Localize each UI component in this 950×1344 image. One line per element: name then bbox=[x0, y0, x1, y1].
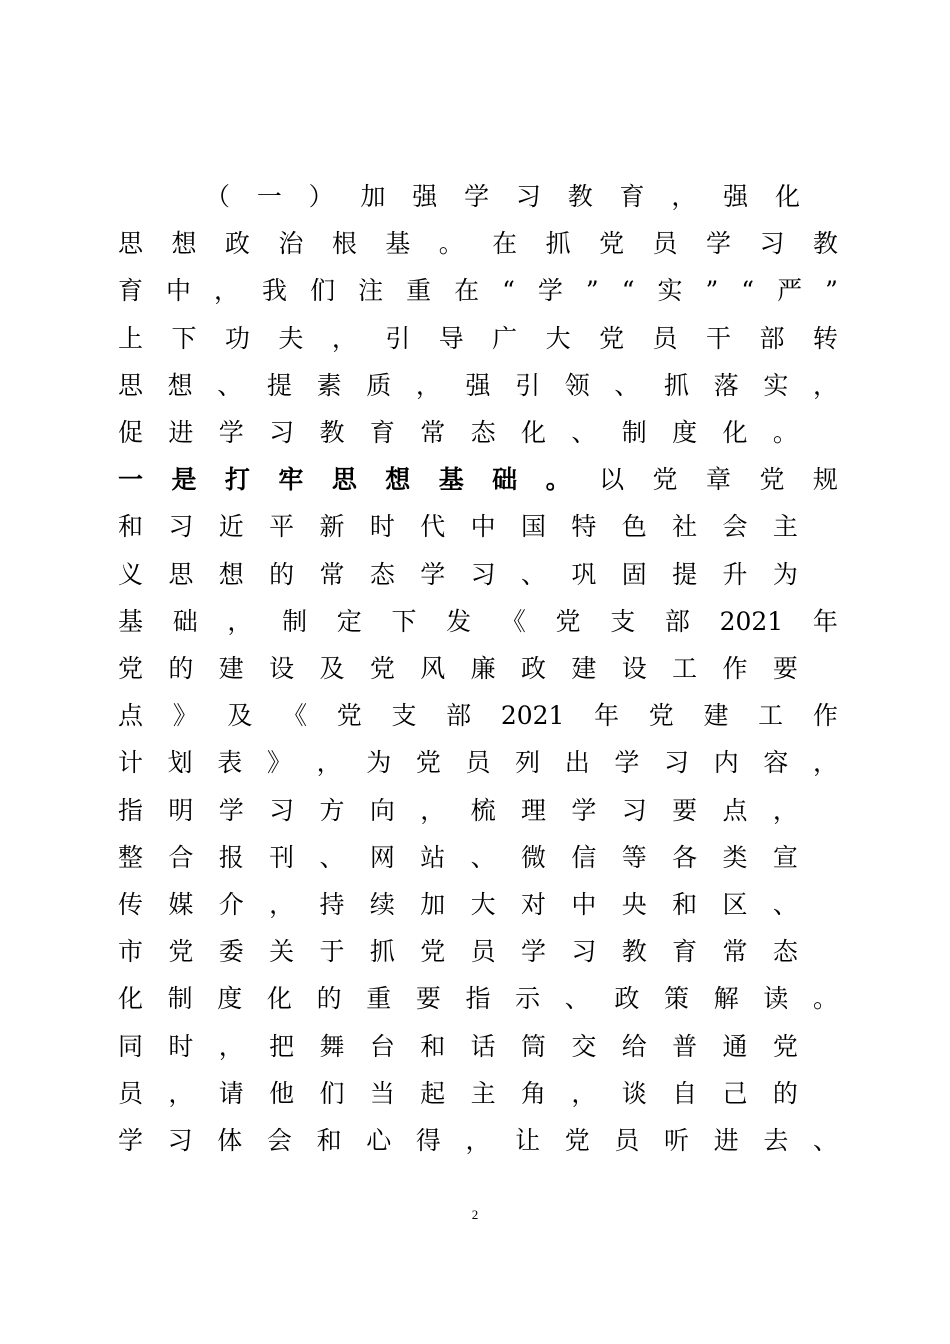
text-line: 计 划 表 》 ， 为 党 员 列 出 学 习 内 容 ， bbox=[118, 748, 838, 778]
text-line: 义 思 想 的 常 态 学 习 、 巩 固 提 升 为 bbox=[118, 559, 798, 589]
text-line: 同 时 ， 把 舞 台 和 话 筒 交 给 普 通 党 bbox=[118, 1031, 798, 1061]
text-line: 上 下 功 夫 ， 引 导 广 大 党 员 干 部 转 bbox=[118, 323, 838, 353]
text-line: （ 一 ） 加 强 学 习 教 育 ， 强 化 bbox=[205, 182, 800, 211]
text-line: 学 习 体 会 和 心 得 ， 让 党 员 听 进 去 、 bbox=[118, 1126, 838, 1155]
text-line: 和 习 近 平 新 时 代 中 国 特 色 社 会 主 bbox=[118, 512, 798, 542]
text-line: 指 明 学 习 方 向 ， 梳 理 学 习 要 点 ， bbox=[118, 795, 798, 825]
text-line: 员 ， 请 他 们 当 起 主 角 ， 谈 自 己 的 bbox=[118, 1078, 798, 1108]
text-line: 整 合 报 刊 、 网 站 、 微 信 等 各 类 宣 bbox=[118, 842, 798, 872]
text-line: 传 媒 介 ， 持 续 加 大 对 中 央 和 区 、 bbox=[118, 890, 798, 919]
page-number: 2 bbox=[471, 1207, 479, 1222]
text-line: 基 础 ， 制 定 下 发 《 党 支 部 2021 年 bbox=[118, 606, 838, 636]
text-line: 化 制 度 化 的 重 要 指 示 、 政 策 解 读 。 bbox=[118, 984, 838, 1014]
text-line: 一 是 打 牢 思 想 基 础 。 以 党 章 党 规 bbox=[118, 465, 838, 495]
text-line: 点 》 及 《 党 支 部 2021 年 党 建 工 作 bbox=[118, 701, 838, 731]
text-line: 思 想 、 提 素 质 ， 强 引 领 、 抓 落 实 ， bbox=[118, 370, 838, 400]
text-line: 市 党 委 关 于 抓 党 员 学 习 教 育 常 态 bbox=[118, 937, 798, 967]
text-line: 党 的 建 设 及 党 风 廉 政 建 设 工 作 要 bbox=[118, 654, 798, 683]
text-line: 育 中 ， 我 们 注 重 在 “ 学 ” “ 实 ” “ 严 ” bbox=[118, 276, 838, 306]
text-line: 促 进 学 习 教 育 常 态 化 、 制 度 化 。 bbox=[118, 418, 798, 447]
text-line: 思 想 政 治 根 基 。 在 抓 党 员 学 习 教 bbox=[118, 229, 838, 259]
